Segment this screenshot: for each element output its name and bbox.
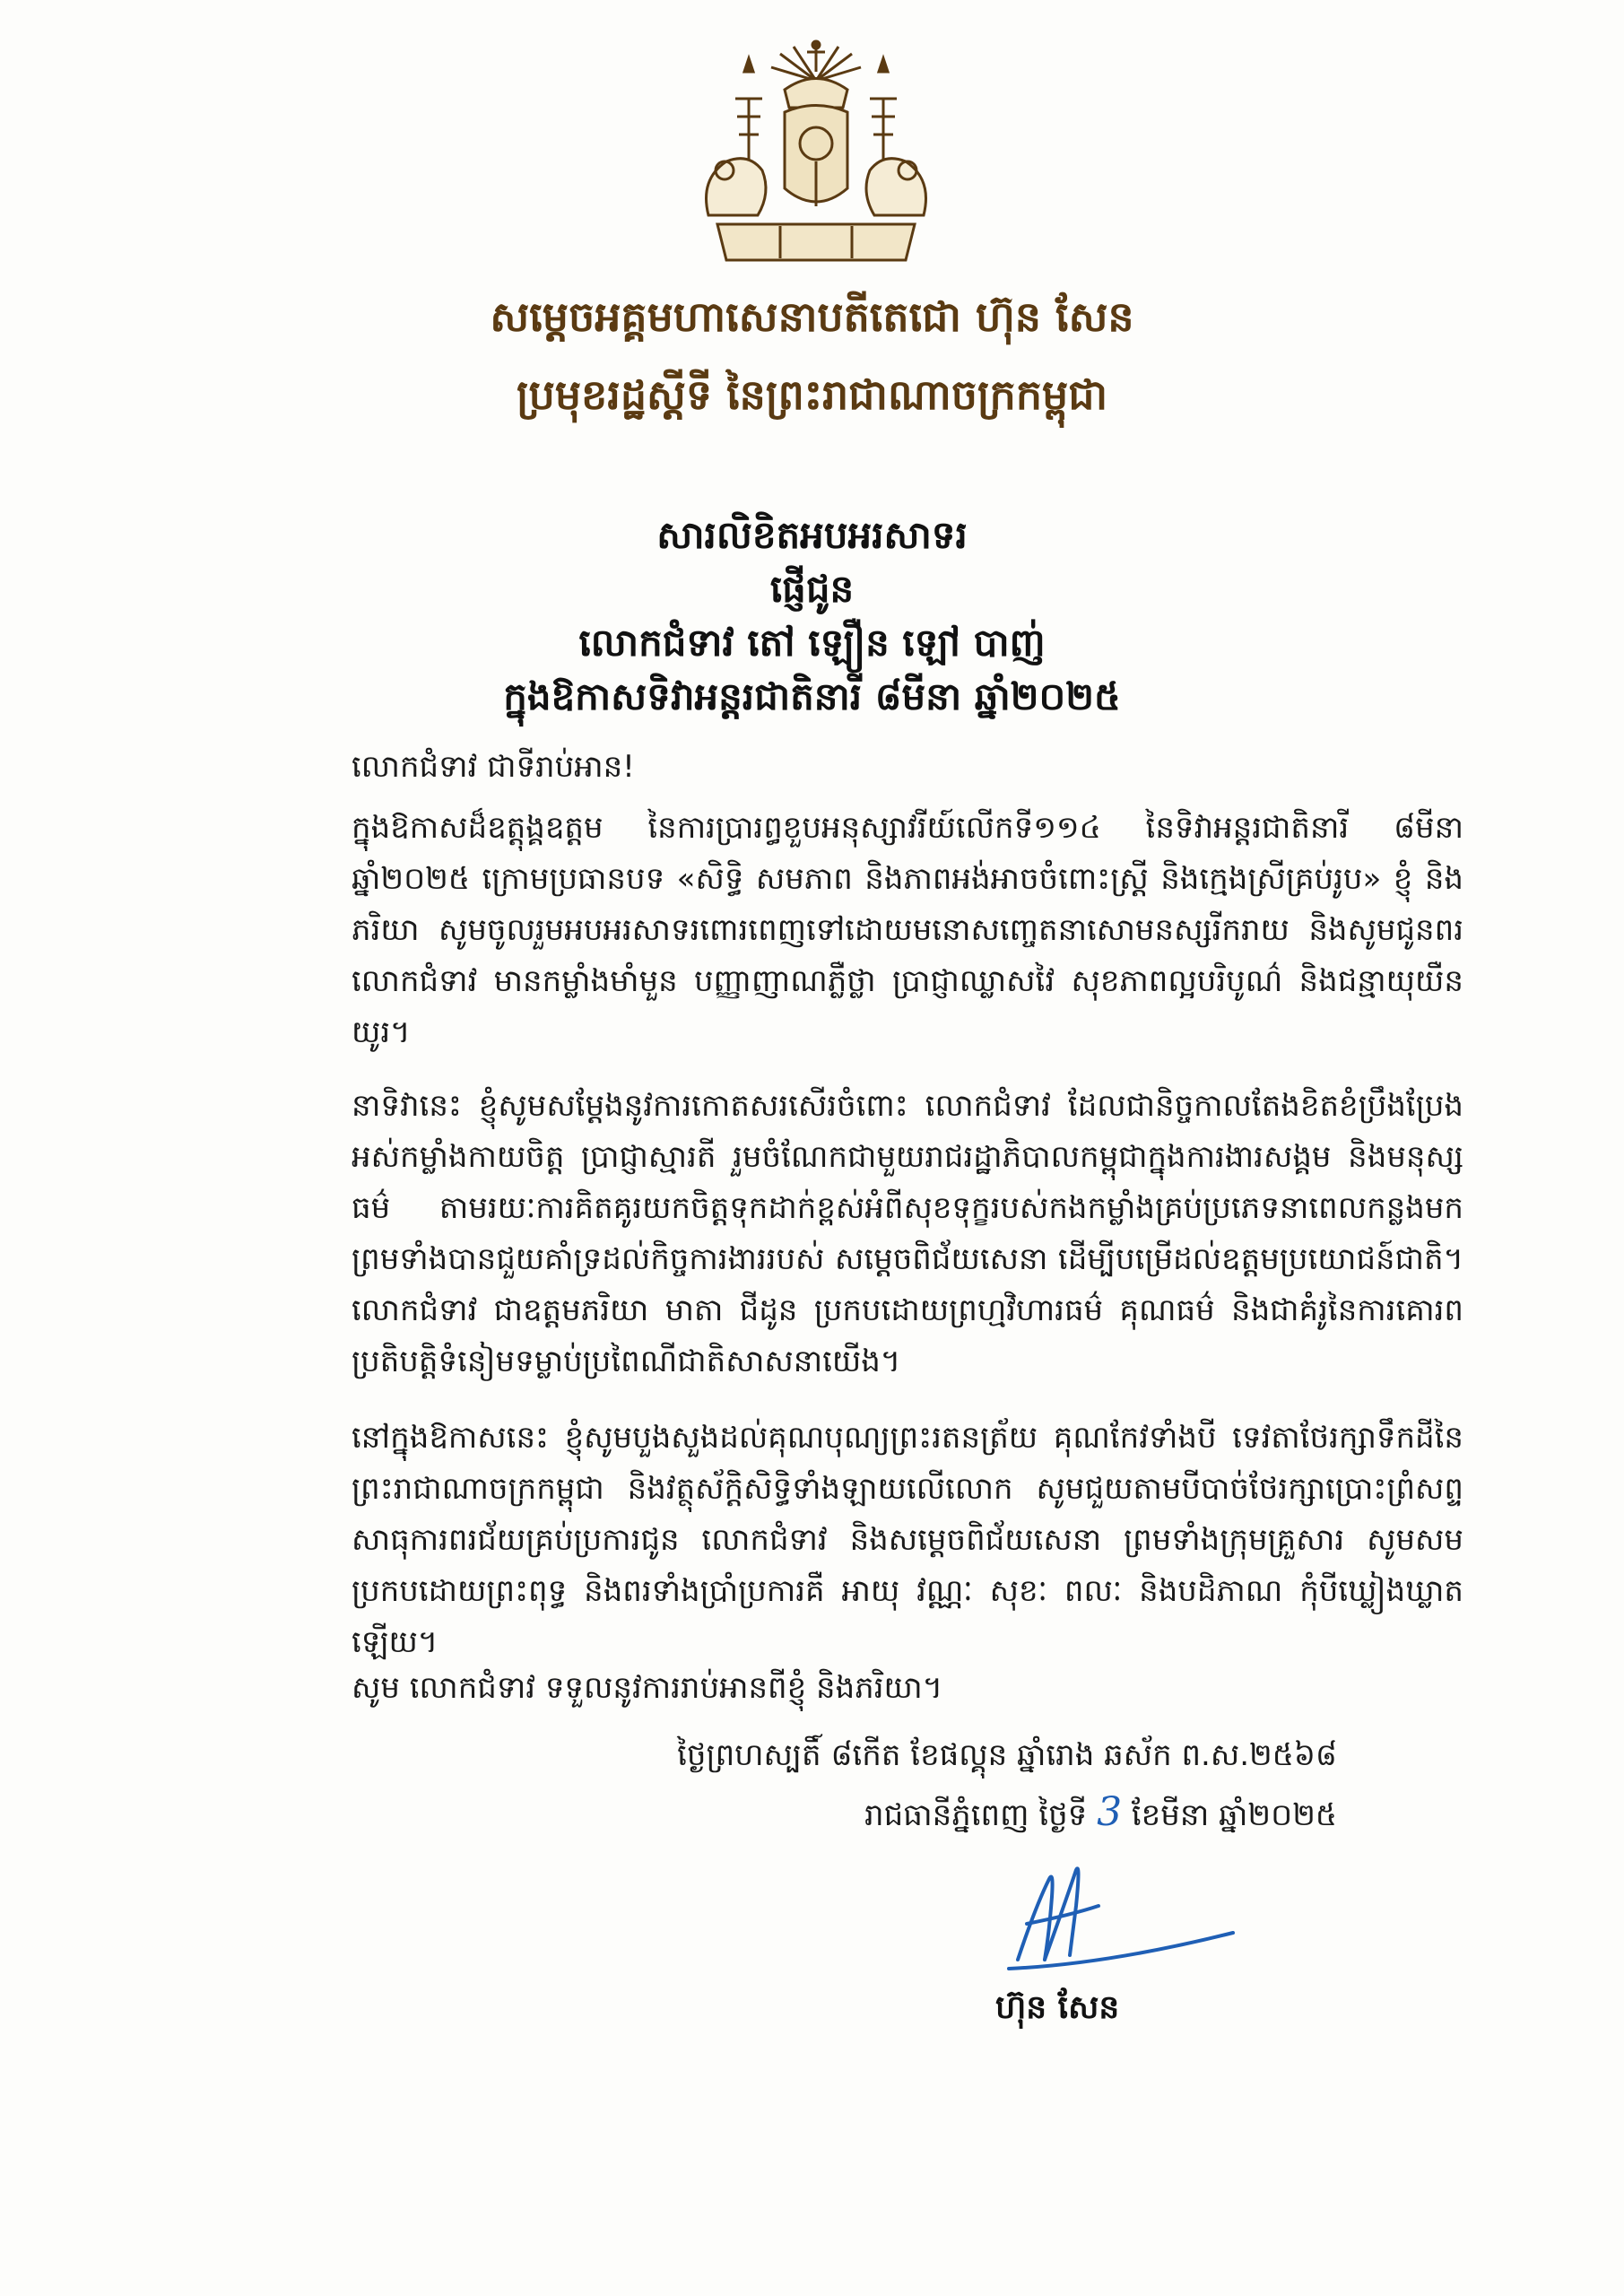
- signature-icon: [1000, 1852, 1269, 1987]
- author-title: សម្តេចអគ្គមហាសេនាបតីតេជោ ហ៊ុន សែន: [490, 292, 1134, 341]
- solar-date-suffix: ខែមីនា ឆ្នាំ២០២៥: [1131, 1797, 1337, 1833]
- salutation: លោកជំទាវ ជាទីរាប់អាន!: [352, 749, 635, 785]
- solar-date: [864, 1789, 1337, 1840]
- letter-title: សារលិខិតអបអរសាទរ: [656, 513, 968, 557]
- handwritten-day: 3: [1097, 1789, 1123, 1835]
- signer-name: ហ៊ុន សែន: [995, 1988, 1120, 2026]
- paragraph-2: នាទិវានេះ ខ្ញុំសូមសម្តែងនូវការកោតសរសើរចំពោះ លោកជំទាវ ដែលជានិច្ចកាលតែងខិតខំប្រឹងប្រែងអស់កម្លាំងកាយចិត្ត ប្រាជ្ញាស្មារតី រួមចំណែកជាមួយរាជរដ្ឋាភិបាលកម្ពុជាក្នុងការងារសង្គម និងមនុស្សធម៌ តាមរយៈការគិតគូរយកចិត្តទុកដាក់ខ្ពស់អំពីសុខទុក្ខរបស់កងកម្លាំងគ្រប់ប្រភេទនាពេលកន្លងមក ព្រមទាំងបានជួយគាំទ្រដល់កិច្ចការងាររបស់ សម្តេចពិជ័យសេនា ដើម្បីបម្រើដល់ឧត្តមប្រយោជន៍ជាតិ។ លោកជំទាវ ជាឧត្តមភរិយា មាតា ជីដូន ប្រកបដោយព្រហ្មវិហារធម៌ គុណធម៌ និងជាគំរូនៃការគោរពប្រតិបត្តិទំនៀមទម្លាប់ប្រពៃណីជាតិសាសនាយើង។: [352, 1088, 1463, 1379]
- paragraph-3: នៅក្នុងឱកាសនេះ ខ្ញុំសូមបួងសួងដល់គុណបុណ្យព្រះរតនត្រ័យ គុណកែវទាំងបី ទេវតាថែរក្សាទឹកដីនៃព្រះរាជាណាចក្រកម្ពុជា និងវត្ថុស័ក្តិសិទ្ធិទាំងឡាយលើលោក សូមជួយតាមបីបាច់ថែរក្សាប្រោះព្រំសព្ទសាធុការពរជ័យគ្រប់ប្រការជូន លោកជំទាវ និងសម្តេចពិជ័យសេនា ព្រមទាំងក្រុមគ្រួសារ សូមសមប្រកបដោយព្រះពុទ្ធ និងពរទាំងប្រាំប្រការគឺ អាយុ វណ្ណៈ សុខៈ ពលៈ និងបដិភាណ កុំបីឃ្លៀងឃ្លាតឡើយ។: [352, 1420, 1463, 1660]
- paragraph-1: ក្នុងឱកាសដ៏ឧត្តុង្គឧត្តម នៃការប្រារព្ធខួបអនុស្សាវរីយ៍លើកទី១១៤ នៃទិវាអន្តរជាតិនារី ៨មីនា ឆ្នាំ២០២៥ ក្រោមប្រធានបទ «សិទ្ធិ សមភាព និងភាពអង់អាចចំពោះស្ត្រី និងក្មេងស្រីគ្រប់រូប» ខ្ញុំ និងភរិយា សូមចូលរួមអបអរសាទរពោរពេញទៅដោយមនោសញ្ចេតនាសោមនស្សរីករាយ និងសូមជូនពរ លោកជំទាវ មានកម្លាំងមាំមួន បញ្ញាញាណភ្លឺថ្លា ប្រាជ្ញាឈ្លាសវៃ សុខភាពល្អបរិបូណ៌ និងជន្មាយុយឺនយូរ។: [352, 810, 1463, 1050]
- solar-date-prefix: រាជធានីភ្នំពេញ ថ្ងៃទី: [864, 1797, 1088, 1833]
- letter-occasion: ក្នុងឱកាសទិវាអន្តរជាតិនារី ៨មីនា ឆ្នាំ២០២៥: [503, 674, 1121, 718]
- letter-recipient: លោកជំទាវ តៅ ឡឿន ឡៅ បាញ់: [578, 621, 1046, 665]
- lunar-date: ថ្ងៃព្រហស្បតិ៍ ៨កើត ខែផល្គុន ឆ្នាំរោង ឆស័ក ព.ស.២៥៦៨: [677, 1737, 1337, 1773]
- royal-emblem-icon: [682, 36, 951, 278]
- letter-sent-to-label: ផ្ញើជូន: [769, 567, 855, 611]
- closing-line: សូម លោកជំទាវ ទទួលនូវការរាប់អានពីខ្ញុំ និងភរិយា។: [352, 1670, 943, 1706]
- author-office: ប្រមុខរដ្ឋស្តីទី នៃព្រះរាជាណាចក្រកម្ពុជា: [516, 370, 1108, 419]
